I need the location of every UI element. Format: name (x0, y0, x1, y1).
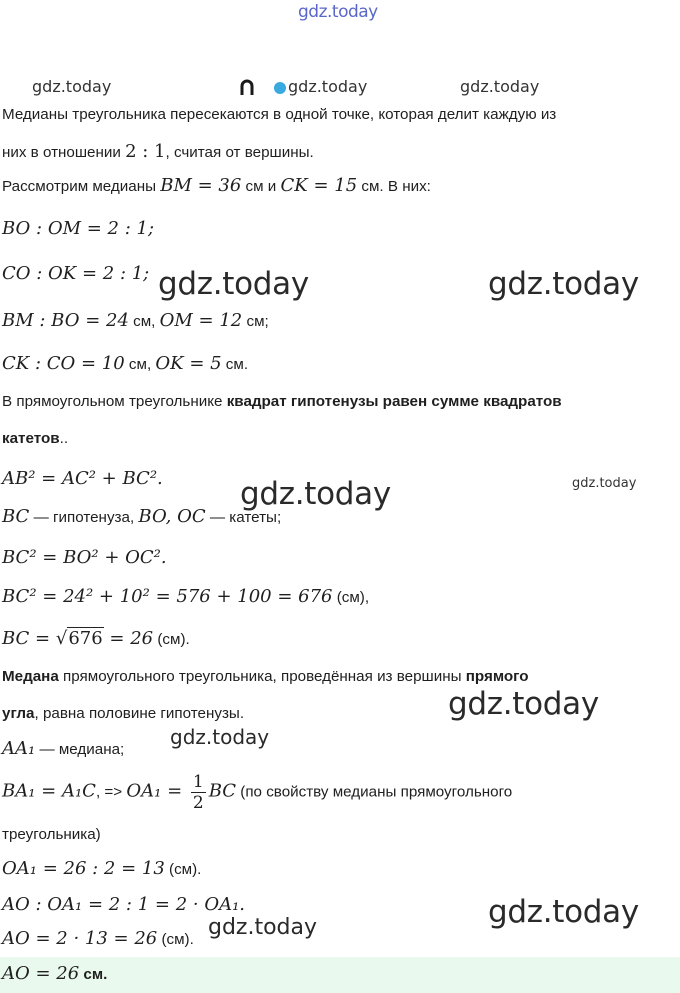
watermark: gdz.today (488, 266, 639, 302)
watermark: gdz.today (32, 77, 112, 96)
paragraph: угла, равна половине гипотенузы. (2, 705, 245, 722)
logo-arc-icon (240, 79, 254, 95)
paragraph: AA₁ — медиана; (2, 738, 125, 759)
equation: BC = √676 = 26 (см). (2, 628, 190, 649)
answer-box (0, 957, 680, 993)
paragraph: треугольника) (2, 826, 101, 843)
equation: BC² = 24² + 10² = 576 + 100 = 676 (см), (2, 586, 370, 607)
paragraph: Медианы треугольника пересекаются в одной точке, которая делит каждую из (2, 106, 557, 123)
watermark: gdz.today (448, 686, 599, 722)
logo-dot-icon (274, 82, 286, 94)
paragraph: Рассмотрим медианы BM = 36 см и CK = 15 см. В них: (2, 175, 431, 196)
equation: CO : OK = 2 : 1; (2, 263, 150, 284)
answer-text: AO = 26 см. (2, 963, 108, 984)
equation: CK : CO = 10 см, OK = 5 см. (2, 353, 249, 374)
watermark: gdz.today (460, 77, 540, 96)
equation: OA₁ = 26 : 2 = 13 (см). (2, 858, 202, 879)
watermark: gdz.today (572, 476, 637, 491)
equation: BA₁ = A₁C, => OA₁ = $\frac{1}{2}$ BC (по свойству медианы прямоугольного (2, 772, 513, 813)
equation: BC² = BO² + OC². (2, 547, 167, 568)
watermark: gdz.today (288, 77, 368, 96)
fraction: $\frac{1}{2}$ (192, 772, 204, 813)
watermark: gdz.today (208, 915, 318, 940)
equation: AB² = AC² + BC². (2, 468, 163, 489)
watermark: gdz.today (488, 894, 639, 930)
watermark: gdz.today (158, 266, 309, 302)
equation: BO : OM = 2 : 1; (2, 218, 155, 239)
watermark: gdz.today (170, 725, 270, 749)
equation: AO = 2 · 13 = 26 (см). (2, 928, 194, 949)
paragraph: катетов.. (2, 430, 69, 447)
paragraph: В прямоугольном треугольнике квадрат гипотенузы равен сумме квадратов (2, 393, 562, 410)
equation: AO : OA₁ = 2 : 1 = 2 · OA₁. (2, 894, 246, 915)
watermark-top[interactable]: gdz.today (298, 2, 378, 22)
paragraph: них в отношении 2 : 1, считая от вершины. (2, 141, 314, 162)
watermark: gdz.today (240, 476, 391, 512)
paragraph: BC — гипотенуза, BO, OC — катеты; (2, 506, 282, 527)
paragraph: Медана прямоугольного треугольника, проведённая из вершины прямого (2, 668, 529, 685)
equation: BM : BO = 24 см, OM = 12 см; (2, 310, 269, 331)
